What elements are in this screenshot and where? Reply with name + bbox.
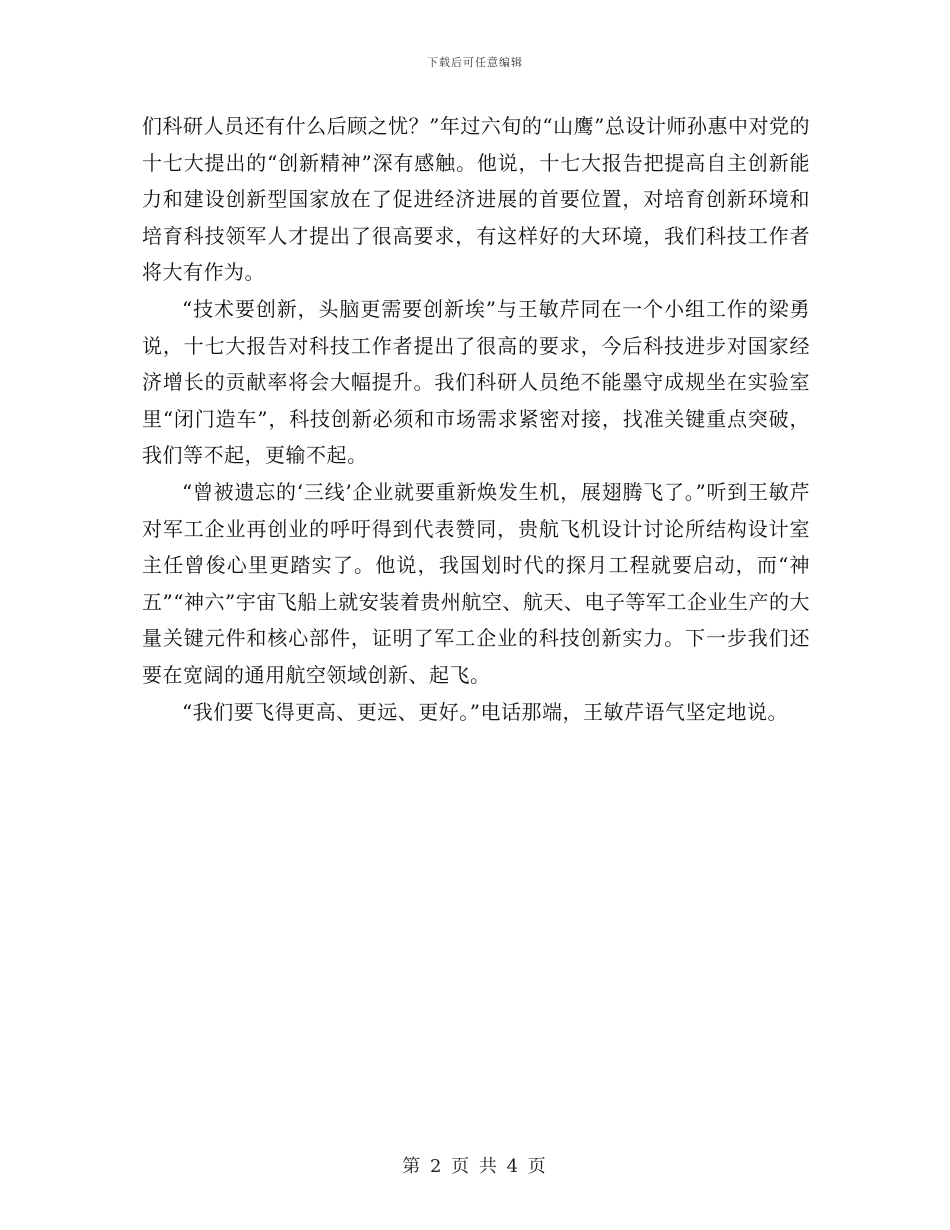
- page-number-footer: 第 2 页 共 4 页: [402, 1156, 548, 1177]
- paragraph-2: “技术要创新，头脑更需要创新埃”与王敏芹同在一个小组工作的梁勇说，十七大报告对科技工作者提出了很高的要求，今后科技进步对国家经济增长的贡献率将会大幅提升。我们科研人员绝不能墨守成规坐在实验室里“闭门造车”，科技创新必须和市场需求紧密对接，找准关键重点突破，我们等不起，更输不起。: [142, 296, 810, 468]
- page-header: 下载后可任意编辑: [427, 56, 523, 69]
- paragraph-4: “我们要飞得更高、更远、更好。”电话那端，王敏芹语气坚定地说。: [182, 699, 788, 724]
- document-body: [142, 108, 810, 730]
- paragraph-1: 们科研人员还有什么后顾之忧？”年过六旬的“山鹰”总设计师孙惠中对党的十七大提出的“创新精神”深有感触。他说，十七大报告把提高自主创新能力和建设创新型国家放在了促进经济进展的首要位置，对培育创新环境和培育科技领军人才提出了很高要求，有这样好的大环境，我们科技工作者将大有作为。: [142, 114, 810, 285]
- paragraph-3: “曾被遗忘的‘三线’企业就要重新焕发生机，展翅腾飞了。”听到王敏芹对军工企业再创业的呼吁得到代表赞同，贵航飞机设计讨论所结构设计室主任曾俊心里更踏实了。他说，我国划时代的探月工程就要启动，而“神五”“神六”宇宙飞船上就安装着贵州航空、航天、电子等军工企业生产的大量关键元件和核心部件，证明了军工企业的科技创新实力。下一步我们还要在宽阔的通用航空领域创新、起飞。: [142, 479, 810, 687]
